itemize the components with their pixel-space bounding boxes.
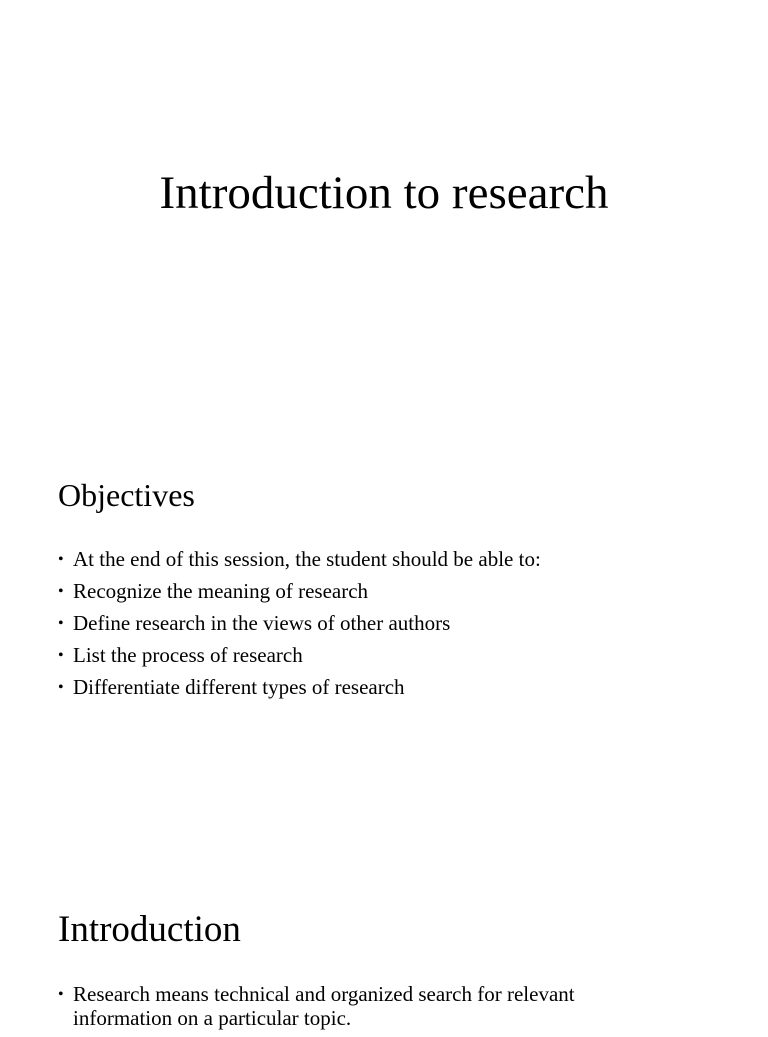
introduction-slide	[0, 870, 768, 1030]
list-item	[58, 982, 678, 1030]
list-item-text: Recognize the meaning of research	[73, 579, 369, 603]
list-item-text: Define research in the views of other authors	[73, 611, 451, 635]
list-item-text: List the process of research	[73, 643, 303, 667]
bullet-icon: •	[58, 986, 64, 1003]
list-item	[58, 675, 678, 700]
list-item	[58, 643, 678, 668]
objectives-list	[58, 547, 678, 707]
list-item	[58, 611, 678, 636]
bullet-icon: •	[58, 583, 64, 600]
introduction-list	[58, 982, 678, 1037]
bullet-icon: •	[58, 551, 64, 568]
objectives-heading: Objectives	[58, 477, 195, 513]
list-item	[58, 579, 678, 604]
slide-title: Introduction to research	[159, 167, 609, 219]
objectives-slide	[0, 440, 768, 760]
bullet-icon: •	[58, 679, 64, 696]
list-item	[58, 547, 678, 572]
list-item-text: Differentiate different types of research	[73, 675, 405, 699]
list-item-text: Research means technical and organized search for relevant information on a particular topic.	[73, 982, 575, 1030]
bullet-icon: •	[58, 615, 64, 632]
title-slide	[0, 0, 768, 310]
introduction-heading: Introduction	[58, 909, 241, 950]
list-item-text: At the end of this session, the student should be able to:	[73, 547, 541, 571]
bullet-icon: •	[58, 647, 64, 664]
